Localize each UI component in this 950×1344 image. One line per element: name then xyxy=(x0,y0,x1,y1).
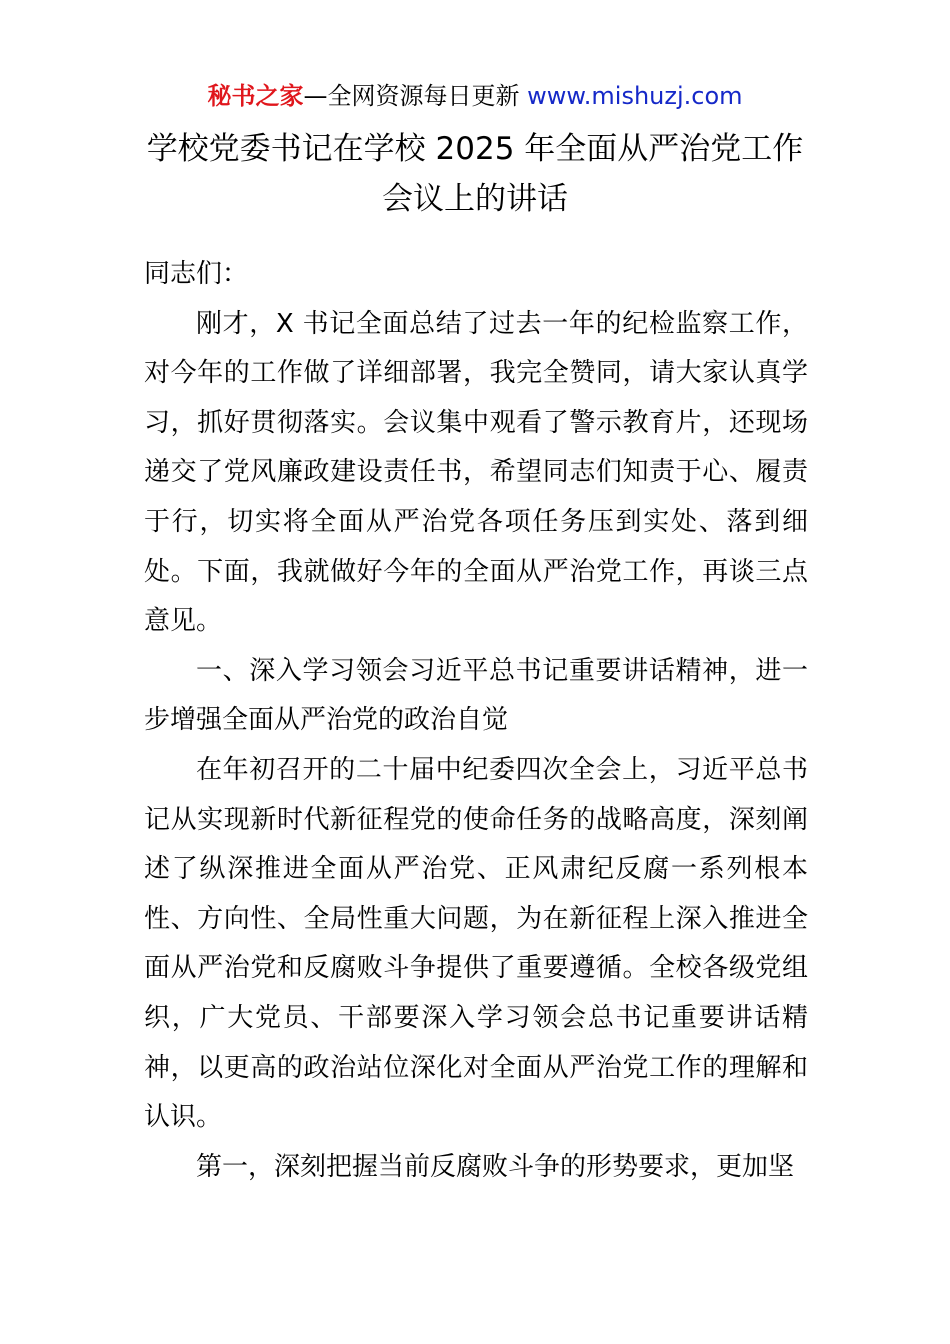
section-heading-1: 一、深入学习领会习近平总书记重要讲话精神，进一步增强全面从严治党的政治自觉 xyxy=(144,655,808,736)
document-body xyxy=(144,250,808,1192)
paragraph-first-point: 第一，深刻把握当前反腐败斗争的形势要求，更加坚 xyxy=(196,1151,795,1182)
title-line-1: 学校党委书记在学校 2025 年全面从严治党工作 xyxy=(146,131,804,167)
site-header xyxy=(0,80,950,112)
brand-name: 秘书之家 xyxy=(207,82,304,110)
site-url-link[interactable]: www.mishuzj.com xyxy=(527,82,743,110)
paragraph-opening: 刚才，X 书记全面总结了过去一年的纪检监察工作，对今年的工作做了详细部署，我完全赞同，请大家认真学习，抓好贯彻落实。会议集中观看了警示教育片，还现场递交了党风廉政建设责任书，希望同志们知责于心、履责于行，切实将全面从严治党各项任务压到实处、落到细处。下面，我就做好今年的全面从严治党工作，再谈三点意见。 xyxy=(144,308,808,637)
title-line-2: 会议上的讲话 xyxy=(382,181,568,217)
document-title xyxy=(95,124,855,224)
paragraph-section-1: 在年初召开的二十届中纪委四次全会上，习近平总书记从实现新时代新征程党的使命任务的战略高度，深刻阐述了纵深推进全面从严治党、正风肃纪反腐一系列根本性、方向性、全局性重大问题，为在新征程上深入推进全面从严治党和反腐败斗争提供了重要遵循。全校各级党组织，广大党员、干部要深入学习领会总书记重要讲话精神，以更高的政治站位深化对全面从严治党工作的理解和认识。 xyxy=(144,754,808,1133)
header-tagline: —全网资源每日更新 xyxy=(303,82,520,110)
salutation: 同志们： xyxy=(144,259,249,289)
